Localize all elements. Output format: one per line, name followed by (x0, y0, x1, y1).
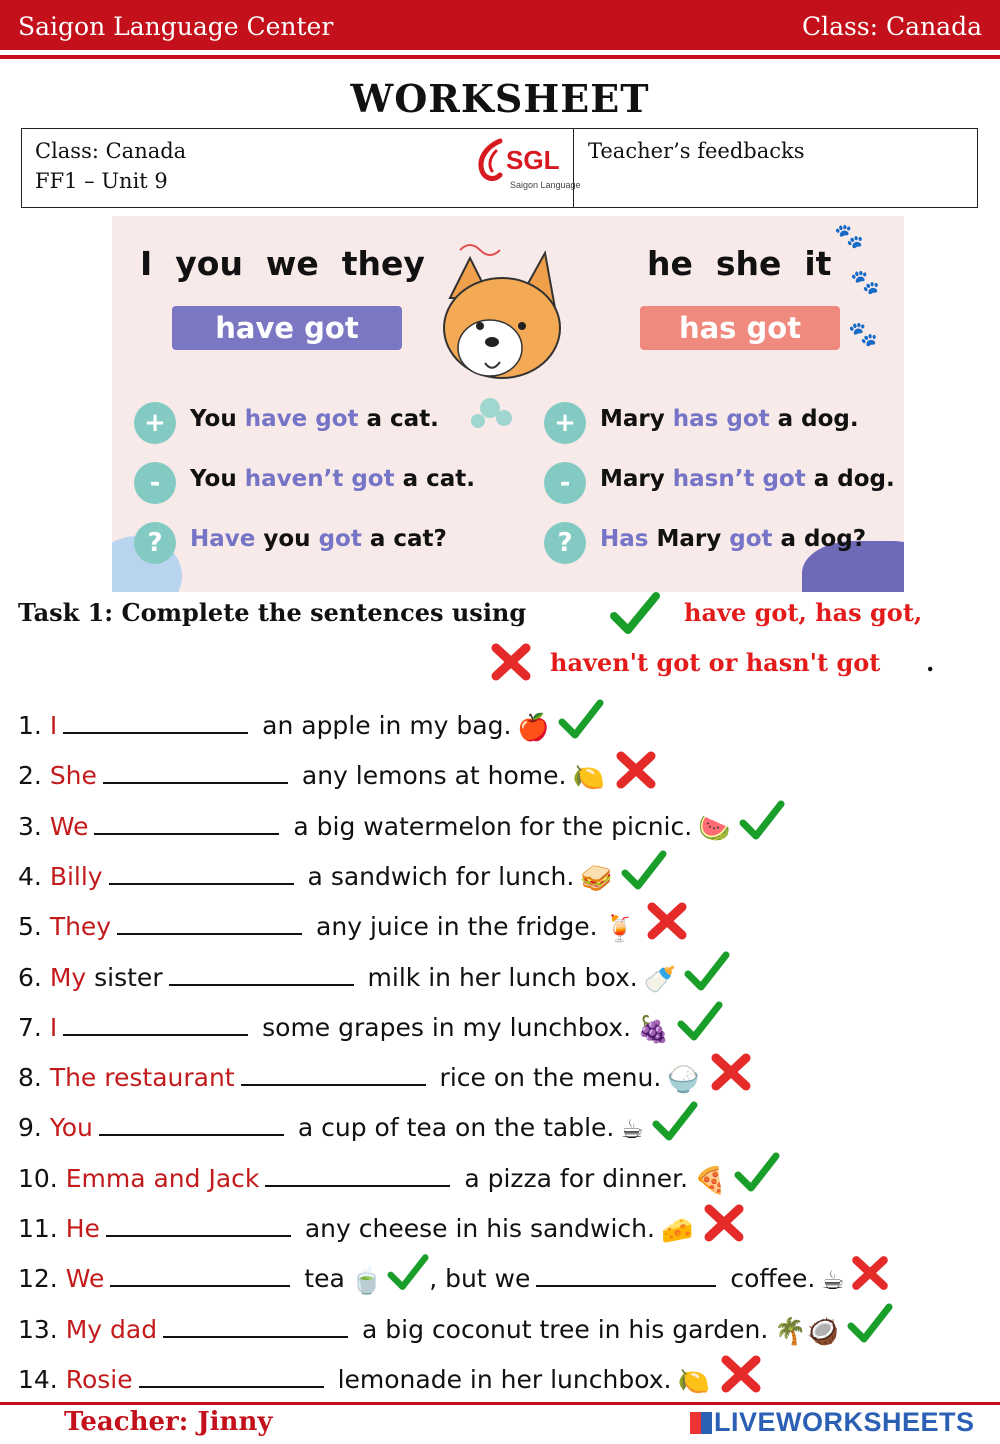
example-question-left: Have you got a cat? (190, 526, 447, 552)
item-subject: You (49, 1113, 93, 1142)
item-emoji-icon: 🍕 (694, 1166, 727, 1196)
item-text: some grapes in my lunchbox. (254, 1013, 632, 1042)
item-subject-rest: sister (86, 963, 163, 992)
item-text: a big watermelon for the picnic. (285, 812, 693, 841)
item-subject: They (49, 912, 112, 941)
exercise-item (18, 1100, 698, 1145)
check-icon (739, 799, 785, 843)
item-number: 13. (18, 1315, 66, 1344)
answer-blank[interactable] (139, 1366, 324, 1388)
minus-icon: - (134, 462, 176, 504)
exercise-item (18, 899, 690, 944)
item-number: 3. (18, 812, 50, 841)
item-emoji-icon: 🍋 (677, 1367, 710, 1397)
liveworksheets-logo-icon (690, 1412, 712, 1434)
answer-blank[interactable] (106, 1215, 291, 1237)
cross-icon (490, 642, 532, 682)
item-text: tea (296, 1264, 345, 1293)
cross-icon (849, 1251, 891, 1295)
paw-icon: 🐾 (850, 268, 880, 296)
check-icon (387, 1251, 429, 1295)
item-emoji-icon: 🌴🥥 (774, 1317, 840, 1347)
item-number: 8. (18, 1063, 50, 1092)
cross-icon (718, 1352, 764, 1396)
example-negative-right: Mary hasn’t got a dog. (600, 466, 895, 492)
item-number: 7. (18, 1013, 50, 1042)
example-question-right: Has Mary got a dog? (600, 526, 867, 552)
check-icon (652, 1100, 698, 1144)
answer-blank[interactable] (109, 863, 294, 885)
plus-icon: + (134, 402, 176, 444)
exercise-item (18, 1000, 723, 1045)
item-emoji-icon: ☕ (821, 1266, 845, 1296)
exercise-item (18, 1352, 764, 1397)
item-emoji-icon: 🍵 (350, 1266, 384, 1296)
task-negative-forms: haven't got or hasn't got (550, 648, 881, 677)
item-text: any juice in the fridge. (308, 912, 598, 941)
check-icon (610, 590, 660, 638)
answer-blank[interactable] (103, 762, 288, 784)
item-emoji-icon: 🍹 (603, 914, 636, 944)
item-text: any lemons at home. (293, 761, 567, 790)
teacher-feedback-label: Teacher’s feedbacks (588, 139, 805, 163)
item-number: 11. (18, 1214, 66, 1243)
exercise-item (18, 950, 730, 995)
answer-blank[interactable] (110, 1265, 290, 1287)
exercise-item (18, 698, 604, 743)
task-instruction: Task 1: Complete the sentences using (18, 598, 527, 627)
item-number: 6. (18, 963, 50, 992)
item-subject: I (49, 711, 58, 740)
item-subject: The restaurant (49, 1063, 235, 1092)
check-icon (558, 698, 604, 742)
item-number: 5. (18, 912, 50, 941)
cross-icon (613, 748, 659, 792)
task-positive-forms: have got, has got, (684, 598, 923, 627)
cross-icon (708, 1050, 754, 1094)
footer-divider (0, 1402, 1000, 1405)
answer-blank[interactable] (99, 1114, 284, 1136)
info-left (22, 129, 581, 207)
item-number: 9. (18, 1113, 50, 1142)
plural-pronouns: I you we they (140, 244, 425, 283)
paw-icon: 🐾 (848, 320, 878, 348)
item-emoji-icon: 🍋 (572, 763, 605, 793)
item-subject: Billy (49, 862, 103, 891)
item-number: 14. (18, 1365, 66, 1394)
item-text: a big coconut tree in his garden. (354, 1315, 769, 1344)
answer-blank[interactable] (117, 913, 302, 935)
exercise-item (18, 748, 659, 793)
answer-blank[interactable] (94, 813, 279, 835)
check-icon (734, 1151, 780, 1195)
answer-blank[interactable] (169, 964, 354, 986)
item-emoji-icon: 🍚 (667, 1065, 700, 1095)
example-positive-left: You have got a cat. (190, 406, 439, 432)
answer-blank[interactable] (163, 1316, 348, 1338)
exercise-item (18, 1302, 893, 1347)
info-class: Class: Canada (35, 139, 187, 163)
item-subject: My dad (65, 1315, 158, 1344)
sgl-logo-subtext: Saigon Language (510, 180, 581, 190)
cross-icon (701, 1201, 747, 1245)
paw-icon: 🐾 (834, 222, 864, 250)
class-label: Class: Canada (801, 12, 982, 41)
task-period: . (926, 648, 935, 677)
item-text: an apple in my bag. (254, 711, 512, 740)
answer-blank[interactable] (63, 1014, 248, 1036)
item-text: a sandwich for lunch. (299, 862, 575, 891)
item-subject: Emma and Jack (65, 1164, 260, 1193)
answer-blank[interactable] (265, 1165, 450, 1187)
page-title: WORKSHEET (350, 76, 650, 121)
item-number: 12. (18, 1264, 66, 1293)
item-subject: We (49, 812, 89, 841)
info-box (21, 128, 978, 208)
item-text: , but we (429, 1264, 531, 1293)
item-emoji-icon: 🧀 (660, 1216, 694, 1246)
exercise-item (18, 799, 785, 844)
item-emoji-icon: ☕ (620, 1115, 644, 1145)
item-emoji-icon: 🥪 (580, 864, 613, 894)
answer-blank[interactable] (63, 712, 248, 734)
item-emoji-icon: 🍇 (637, 1015, 670, 1045)
item-number: 2. (18, 761, 50, 790)
exercise-item (18, 1201, 747, 1246)
header-divider (0, 55, 1000, 59)
answer-blank[interactable] (536, 1265, 716, 1287)
grammar-panel (112, 216, 904, 592)
exercise-item (18, 849, 667, 894)
item-subject: We (65, 1264, 105, 1293)
check-icon (684, 950, 730, 994)
item-text: lemonade in her lunchbox. (329, 1365, 672, 1394)
item-subject: Rosie (65, 1365, 133, 1394)
sgl-logo-text: SGL (506, 145, 560, 175)
item-text: milk in her lunch box. (359, 963, 638, 992)
example-negative-left: You haven’t got a cat. (190, 466, 476, 492)
check-icon (677, 1000, 723, 1044)
question-icon: ? (544, 522, 586, 564)
have-got-banner: have got (172, 306, 402, 350)
item-text: any cheese in his sandwich. (296, 1214, 655, 1243)
item-subject: She (49, 761, 97, 790)
exercise-item (18, 1251, 891, 1296)
item-subject: He (65, 1214, 100, 1243)
item-subject: My (49, 963, 87, 992)
minus-icon: - (544, 462, 586, 504)
exercise-item (18, 1151, 780, 1196)
item-emoji-icon: 🍼 (643, 965, 677, 995)
example-positive-right: Mary has got a dog. (600, 406, 859, 432)
item-emoji-icon: 🍉 (698, 814, 731, 844)
answer-blank[interactable] (241, 1064, 426, 1086)
singular-pronouns: he she it (647, 244, 832, 283)
liveworksheets-brand: LIVEWORKSHEETS (690, 1407, 975, 1438)
item-number: 10. (18, 1164, 66, 1193)
check-icon (847, 1302, 893, 1346)
exercise-item (18, 1050, 754, 1095)
plus-icon: + (544, 402, 586, 444)
item-text: a pizza for dinner. (456, 1164, 689, 1193)
item-text: coffee. (722, 1264, 816, 1293)
item-text: a cup of tea on the table. (289, 1113, 615, 1142)
info-unit: FF1 – Unit 9 (35, 169, 168, 193)
has-got-banner: has got (640, 306, 840, 350)
question-icon: ? (134, 522, 176, 564)
item-subject: I (49, 1013, 58, 1042)
sgl-logo (464, 137, 581, 197)
item-number: 1. (18, 711, 50, 740)
cross-icon (644, 899, 690, 943)
header-bar (0, 0, 1000, 50)
item-number: 4. (18, 862, 50, 891)
teacher-name: Teacher: Jinny (64, 1407, 273, 1437)
check-icon (621, 849, 667, 893)
item-text: rice on the menu. (431, 1063, 662, 1092)
school-name: Saigon Language Center (18, 12, 334, 41)
item-emoji-icon: 🍎 (517, 713, 550, 743)
